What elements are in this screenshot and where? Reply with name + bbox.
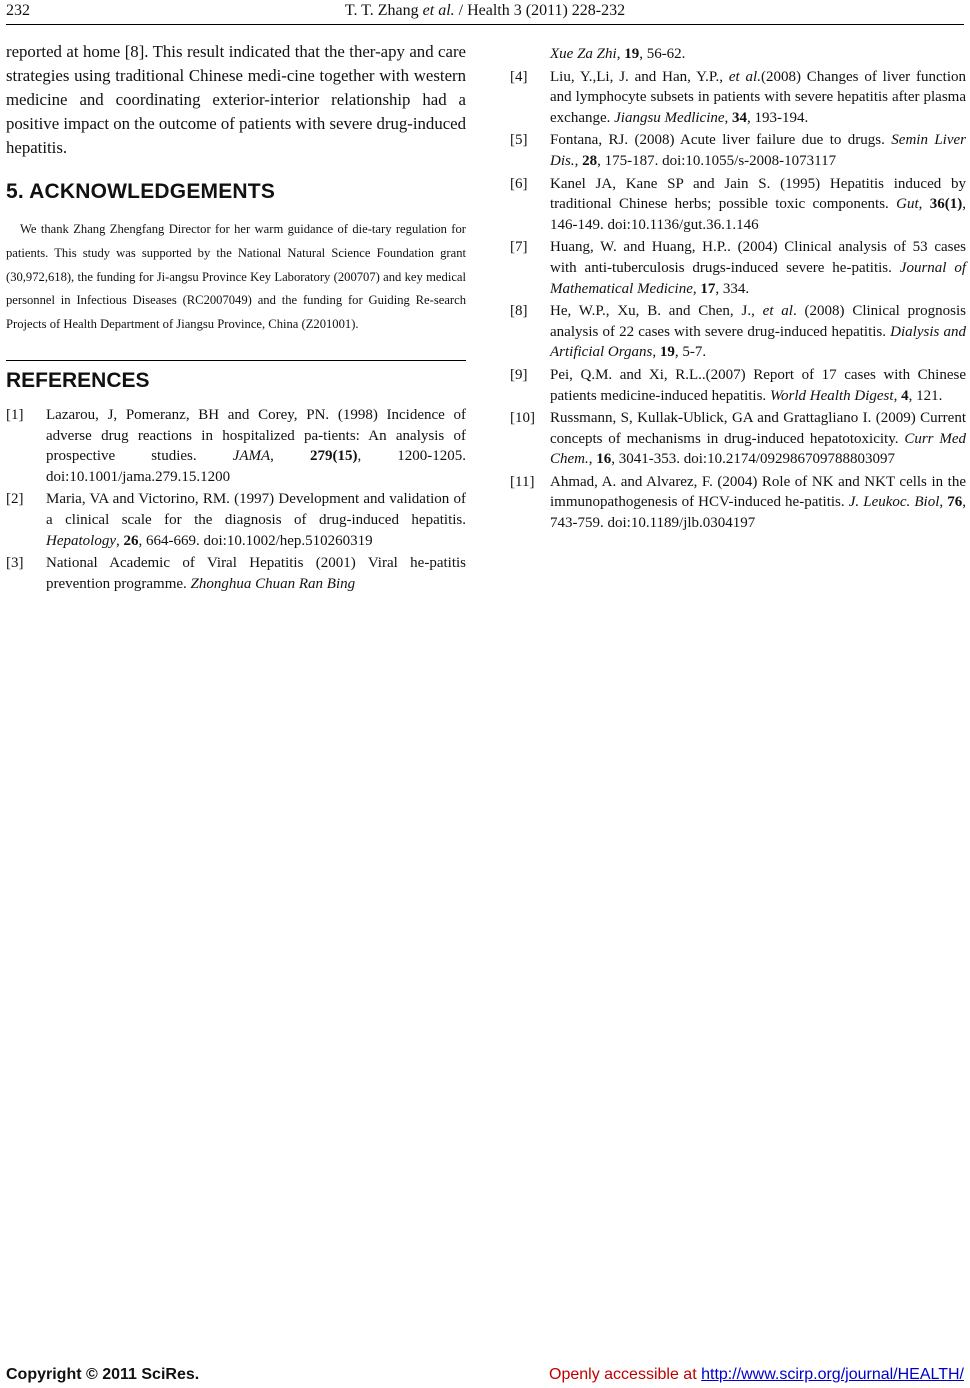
reference-item: [7] Huang, W. and Huang, H.P.. (2004) Clinical analysis of 53 cases with anti-tuberculosis drugs-induced severe he-patitis. Journal of Mathematical Medicine, 17, 334. (510, 239, 966, 297)
reference-list-right (510, 67, 966, 534)
header-rule (6, 24, 964, 25)
reference-item: [6] Kanel JA, Kane SP and Jain S. (1995) Hepatitis induced by traditional Chinese herbs; possible toxic components. Gut, 36(1), 146-149. doi:10.1136/gut.36.1.146 (510, 175, 967, 233)
reference-item: [11] Ahmad, A. and Alvarez, F. (2004) Role of NK and NKT cells in the immunopathogenesis of HCV-induced he-patitis. J. Leukoc. Biol, 76, 743-759. doi:10.1189/jlb.0304197 (510, 473, 966, 532)
open-access-notice: Openly accessible at http://www.scirp.org/journal/HEALTH/ (549, 1366, 964, 1383)
intro-paragraph: reported at home [8]. This result indicated that the ther-apy and care strategies using traditional Chinese medi-cine together with western medicine and coordinating exterior-interior relationship had a positive impact on the outcome of patients with severe drug-induced hepatitis. (6, 42, 466, 157)
reference-item: [10] Russmann, S, Kullak-Ublick, GA and Grattagliano I. (2009) Current concepts of mechanisms in drug-induced hepatotoxicity. Curr Med Chem., 16, 3041-353. doi:10.2174/092986709788803097 (510, 410, 966, 468)
running-title: T. T. Zhang et al. / Health 3 (2011) 228-232 (344, 2, 626, 19)
journal-link[interactable]: http://www.scirp.org/journal/HEALTH/ (701, 1366, 964, 1383)
reference-item: [2] Maria, VA and Victorino, RM. (1997) Development and validation of a clinical scale for the diagnosis of drug-induced hepatitis. Hepatology, 26, 664-669. doi:10.1002/hep.510260319 (6, 491, 466, 549)
reference-item: [1] Lazarou, J, Pomeranz, BH and Corey, PN. (1998) Incidence of adverse drug reactions in hospitalized pa-tients: An analysis of prospective studies. JAMA, 279(15), 1200-1205. doi:10.1001/jama.279.15.1200 (6, 406, 467, 485)
reference-item: [3] National Academic of Viral Hepatitis (2001) Viral he-patitis prevention programme. Zhonghua Chuan Ran Bing (6, 555, 466, 592)
right-column (510, 40, 966, 536)
references-rule (6, 360, 466, 361)
reference-continuation: Xue Za Zhi, 19, 56-62. (550, 46, 686, 62)
reference-item: [8] He, W.P., Xu, B. and Chen, J., et al. (2008) Clinical prognosis analysis of 22 cases with severe drug-induced hepatitis. Dialysis and Artificial Organs, 19, 5-7. (510, 303, 966, 361)
references-heading: REFERENCES (6, 368, 150, 392)
running-header (6, 2, 964, 24)
acknowledgements-heading: 5. ACKNOWLEDGEMENTS (6, 180, 276, 203)
reference-item: [4] Liu, Y.,Li, J. and Han, Y.P., et al.(2008) Changes of liver function and lymphocyte subsets in patients with severe hepatitis after plasma exchange. Jiangsu Medlicine, 34, 193-194. (510, 68, 966, 126)
acknowledgements-text: We thank Zhang Zhengfang Director for her warm guidance of die-tary regulation for patients. This study was supported by the National Natural Science Foundation grant (30,972,618), the funding for Ji-angsu Province Key Laboratory (200707) and key medical personnel in Infectious Diseases (RC2007049) and the funding for Guiding Re-search Projects of Health Department of Jiangsu Province, China (Z201001). (6, 222, 466, 332)
left-column (6, 40, 466, 596)
reference-list-left (6, 405, 466, 594)
reference-item: [5] Fontana, RJ. (2008) Acute liver failure due to drugs. Semin Liver Dis., 28, 175-187. doi:10.1055/s-2008-1073117 (510, 132, 966, 169)
page-number: 232 (6, 2, 30, 19)
page-footer (6, 1366, 964, 1386)
reference-item: [9] Pei, Q.M. and Xi, R.L..(2007) Report of 17 cases with Chinese patients medicine-induced hepatitis. World Health Digest, 4, 121. (510, 366, 966, 404)
copyright-notice: Copyright © 2011 SciRes. (6, 1366, 200, 1383)
